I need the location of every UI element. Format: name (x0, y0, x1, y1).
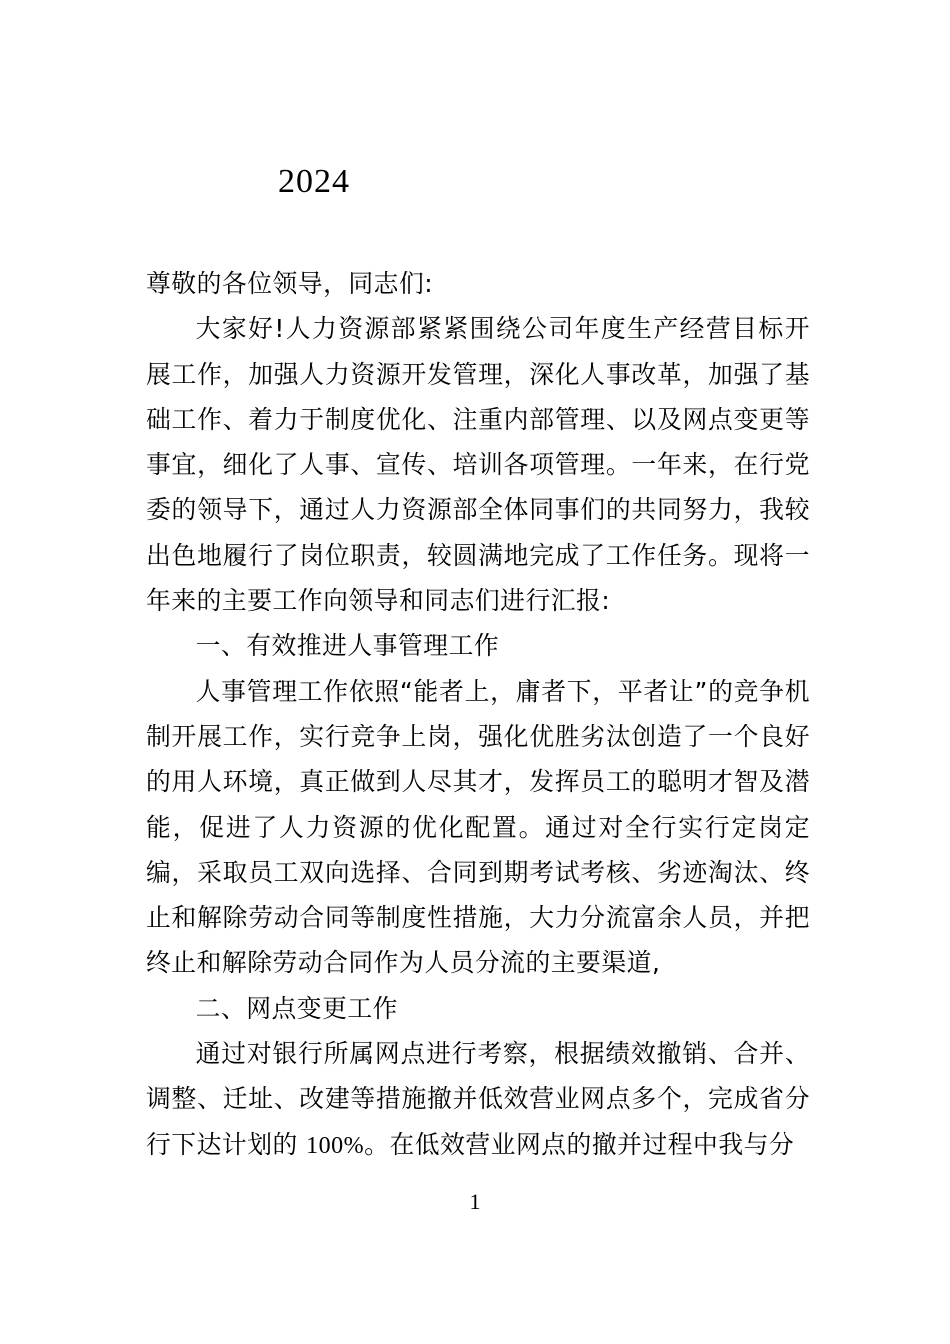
section-heading-1: 一、有效推进人事管理工作 (195, 631, 500, 661)
paragraph-outlets-text-after: 。在低效营业网点的撤并过程中我与分 (364, 1129, 795, 1159)
salutation: 尊敬的各位领导，同志们: (146, 269, 434, 298)
page-number: 1 (469, 1189, 481, 1214)
document-title: 2024 (278, 163, 350, 200)
paragraph-personnel: 人事管理工作依照“能者上，庸者下，平者让”的竞争机制开展工作，实行竞争上岗，强化优胜劣汰创造了一个良好的用人环境，真正做到人尽其才，发挥员工的聪明才智及潜能，促进了人力资源的优化配置。通过对全行实行定岗定编，采取员工双向选择、合同到期考试考核、劣迹淘汰、终止和解除劳动合同等制度性措施，大力分流富余人员，并把终止和解除劳动合同作为人员分流的主要渠道, (146, 676, 810, 978)
paragraph-outlets (146, 1031, 810, 1169)
paragraph-intro: 大家好!人力资源部紧紧围绕公司年度生产经营目标开展工作，加强人力资源开发管理，深化人事改革，加强了基础工作、着力于制度优化、注重内部管理、以及网点变更等事宜，细化了人事、宣传、培训各项管理。一年来，在行党委的领导下，通过人力资源部全体同事们的共同努力，我较出色地履行了岗位职责，较圆满地完成了工作任务。现将一年来的主要工作向领导和同志们进行汇报: (146, 314, 810, 616)
plan-completion-percent: 100% (306, 1132, 365, 1159)
section-heading-2: 二、网点变更工作 (195, 993, 398, 1023)
document-body (146, 261, 810, 1169)
paragraph-outlets-text-before: 通过对银行所属网点进行考察，根据绩效撤销、合并、调整、迁址、改建等措施撤并低效营业网点多个，完成省分行下达计划的 (146, 1039, 810, 1159)
